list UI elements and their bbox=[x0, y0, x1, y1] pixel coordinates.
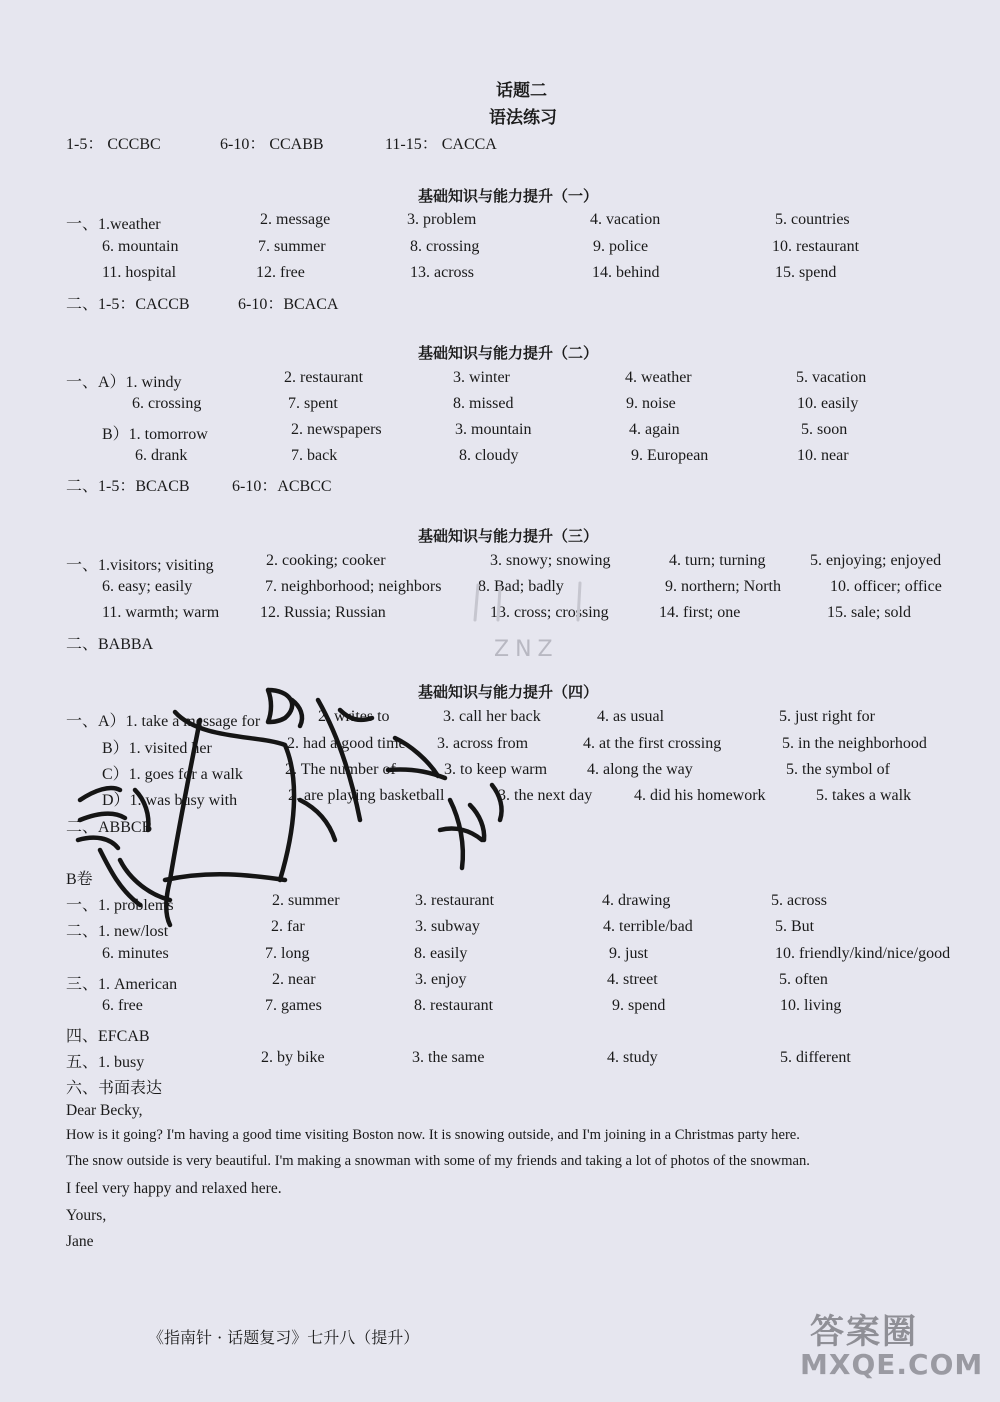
answer-item: 2. near bbox=[272, 971, 316, 988]
answer-item: 4. at the first crossing bbox=[583, 735, 722, 752]
answer-item: 2. cooking; cooker bbox=[266, 552, 386, 569]
section3-title: 基础知识与能力提升（三） bbox=[418, 527, 599, 545]
answer-item: 5. soon bbox=[801, 421, 848, 438]
answer-item: 二、1. new/lost bbox=[66, 923, 169, 940]
answer-item: 2. had a good time bbox=[287, 735, 406, 752]
answer-item: 六、书面表达 bbox=[66, 1080, 163, 1097]
watermark-logo: 答案圈 bbox=[810, 1312, 918, 1352]
answer-item: 3. restaurant bbox=[415, 892, 495, 909]
answer-item: 5. takes a walk bbox=[816, 787, 912, 804]
answer-item: 13. across bbox=[410, 264, 474, 281]
answer-item: 5. countries bbox=[775, 211, 850, 228]
answer-item: 3. winter bbox=[453, 369, 510, 386]
sectionB-part4 bbox=[0, 1023, 1000, 1043]
answer-item: 2. writes to bbox=[318, 708, 390, 725]
section2-row-4 bbox=[0, 447, 1000, 467]
answer-item: 9. police bbox=[593, 238, 649, 255]
sectionB-part6 bbox=[0, 1075, 1000, 1095]
answer-item: 2. summer bbox=[272, 892, 340, 909]
answer-item: 10. near bbox=[797, 447, 849, 464]
section1-title: 基础知识与能力提升（一） bbox=[418, 187, 599, 205]
answer-item: 6-10：BCACA bbox=[238, 296, 339, 313]
answer-item: 10. friendly/kind/nice/good bbox=[775, 945, 951, 962]
grammar-answers-1-5: 1-5： CCCBC bbox=[66, 136, 161, 153]
answer-item: 4. terrible/bad bbox=[603, 918, 693, 935]
answer-item: 7. summer bbox=[258, 238, 326, 255]
answer-item: 5. just right for bbox=[779, 708, 875, 725]
sectionB-row-4 bbox=[0, 971, 1000, 991]
answer-item: 一、1. problems bbox=[66, 897, 174, 914]
letter-greeting: Dear Becky, bbox=[66, 1102, 143, 1119]
answer-item: 7. neighborhood; neighbors bbox=[265, 578, 442, 595]
grammar-answers-6-10: 6-10： CCABB bbox=[220, 136, 324, 153]
answer-item: D）1. was busy with bbox=[102, 792, 238, 809]
answer-item: 5. in the neighborhood bbox=[782, 735, 927, 752]
answer-item: 4. drawing bbox=[602, 892, 671, 909]
answer-item: 五、1. busy bbox=[66, 1054, 145, 1071]
answer-item: 12. Russia; Russian bbox=[260, 604, 386, 621]
answer-item: 8. easily bbox=[414, 945, 468, 962]
answer-item: 6-10：ACBCC bbox=[232, 478, 332, 495]
answer-item: 4. street bbox=[607, 971, 658, 988]
answer-item: 6. mountain bbox=[102, 238, 179, 255]
answer-item: 15. sale; sold bbox=[827, 604, 911, 621]
answer-item: 10. officer; office bbox=[830, 578, 942, 595]
topic-title: 话题二 bbox=[496, 81, 547, 101]
section2-row-1 bbox=[0, 369, 1000, 389]
section4-row-3 bbox=[0, 761, 1000, 781]
answer-item: 7. games bbox=[265, 997, 322, 1014]
answer-item: 3. to keep warm bbox=[444, 761, 548, 778]
answer-item: 4. vacation bbox=[590, 211, 661, 228]
sectionB-row-1 bbox=[0, 892, 1000, 912]
answer-item: 7. back bbox=[291, 447, 338, 464]
section4-row-4 bbox=[0, 787, 1000, 807]
answer-item: 4. study bbox=[607, 1049, 658, 1066]
answer-item: 4. along the way bbox=[587, 761, 693, 778]
answer-item: 6. easy; easily bbox=[102, 578, 193, 595]
section2-row-3 bbox=[0, 421, 1000, 441]
sectionB-row-3 bbox=[0, 945, 1000, 965]
answer-item: 12. free bbox=[256, 264, 305, 281]
answer-item: 14. first; one bbox=[659, 604, 741, 621]
answer-item: 9. spend bbox=[612, 997, 666, 1014]
answer-item: 3. problem bbox=[407, 211, 477, 228]
answer-item: C）1. goes for a walk bbox=[102, 766, 243, 783]
section2-part2 bbox=[0, 473, 1000, 493]
answer-item: 5. the symbol of bbox=[786, 761, 890, 778]
section4-row-1 bbox=[0, 708, 1000, 728]
answer-item: 9. northern; North bbox=[665, 578, 781, 595]
watermark bbox=[800, 1304, 990, 1394]
section2-title: 基础知识与能力提升（二） bbox=[418, 344, 599, 362]
section1-row-3 bbox=[0, 264, 1000, 284]
answer-item: 2. The number of bbox=[285, 761, 396, 778]
sectionB-row-2 bbox=[0, 918, 1000, 938]
answer-item: 6. free bbox=[102, 997, 143, 1014]
answer-item: 10. restaurant bbox=[772, 238, 860, 255]
answer-item: 10. easily bbox=[797, 395, 859, 412]
answer-item: 4. weather bbox=[625, 369, 692, 386]
answer-item: 4. did his homework bbox=[634, 787, 766, 804]
letter-closing: Yours, bbox=[66, 1207, 107, 1224]
watermark-url: MXQE.COM bbox=[800, 1348, 984, 1381]
answer-item: 8. cloudy bbox=[459, 447, 519, 464]
answer-item: 15. spend bbox=[775, 264, 837, 281]
answer-item: 三、1. American bbox=[66, 976, 178, 993]
answer-item: B）1. visited her bbox=[102, 740, 212, 757]
section1-part2 bbox=[0, 291, 1000, 311]
answer-item: 2. by bike bbox=[261, 1049, 325, 1066]
answer-item: 8. missed bbox=[453, 395, 514, 412]
answer-item: 4. turn; turning bbox=[669, 552, 766, 569]
answer-item: 2. restaurant bbox=[284, 369, 364, 386]
letter-line-3: I feel very happy and relaxed here. bbox=[66, 1180, 282, 1197]
section3-row-1 bbox=[0, 552, 1000, 572]
answer-item: 6. crossing bbox=[132, 395, 202, 412]
answer-item: 二、1-5：BCACB bbox=[66, 478, 190, 495]
faint-stamp bbox=[462, 575, 612, 670]
answer-item: 9. European bbox=[631, 447, 709, 464]
answer-item: 14. behind bbox=[592, 264, 660, 281]
answer-item: 2. newspapers bbox=[291, 421, 382, 438]
answer-item: 3. the next day bbox=[498, 787, 593, 804]
letter-signature: Jane bbox=[66, 1233, 94, 1250]
answer-item: 3. enjoy bbox=[415, 971, 467, 988]
sectionB-title: B卷 bbox=[66, 871, 93, 888]
answer-item: B）1. tomorrow bbox=[102, 426, 208, 443]
answer-item: 2. far bbox=[271, 918, 305, 935]
answer-item: 5. enjoying; enjoyed bbox=[810, 552, 942, 569]
answer-item: 3. mountain bbox=[455, 421, 532, 438]
answer-item: 一、A）1. take a message for bbox=[66, 713, 261, 730]
answer-item: 一、1.weather bbox=[66, 216, 161, 233]
section4-part2 bbox=[0, 814, 1000, 834]
answer-item: 3. snowy; snowing bbox=[490, 552, 611, 569]
grammar-answers-11-15: 11-15： CACCA bbox=[385, 136, 497, 153]
answer-item: 5. often bbox=[779, 971, 828, 988]
letter-line-1: How is it going? I'm having a good time visiting Boston now. It is snowing outside, and I'm joining in a Christmas party here. bbox=[66, 1127, 800, 1143]
answer-item: 8. restaurant bbox=[414, 997, 494, 1014]
answer-item: 3. across from bbox=[437, 735, 529, 752]
answer-item: 13. cross; crossing bbox=[490, 604, 609, 621]
answer-item: 一、1.visitors; visiting bbox=[66, 557, 214, 574]
section4-row-2 bbox=[0, 735, 1000, 755]
sectionB-row-5 bbox=[0, 997, 1000, 1017]
answer-item: 8. Bad; badly bbox=[478, 578, 564, 595]
book-footer: 《指南针 · 话题复习》七升八（提升） bbox=[148, 1328, 420, 1347]
answer-item: 5. different bbox=[780, 1049, 851, 1066]
answer-item: 6. drank bbox=[135, 447, 188, 464]
answer-item: 11. warmth; warm bbox=[102, 604, 220, 621]
answer-item: 二、BABBA bbox=[66, 636, 154, 653]
section1-row-1 bbox=[0, 211, 1000, 231]
answer-item: 5. across bbox=[771, 892, 827, 909]
letter-line-2: The snow outside is very beautiful. I'm making a snowman with some of my friends and taking a lot of photos of the snowman. bbox=[66, 1153, 810, 1169]
answer-item: 四、EFCAB bbox=[66, 1028, 150, 1045]
grammar-answer-row bbox=[0, 131, 1000, 151]
answer-item: 9. just bbox=[609, 945, 649, 962]
section2-row-2 bbox=[0, 395, 1000, 415]
section4-title: 基础知识与能力提升（四） bbox=[418, 683, 599, 701]
answer-item: 7. spent bbox=[288, 395, 338, 412]
section1-row-2 bbox=[0, 238, 1000, 258]
grammar-practice-title: 语法练习 bbox=[489, 108, 557, 128]
answer-item: 3. the same bbox=[412, 1049, 485, 1066]
answer-item: 2. message bbox=[260, 211, 331, 228]
answer-item: 4. as usual bbox=[597, 708, 665, 725]
answer-item: 5. vacation bbox=[796, 369, 867, 386]
answer-item: 6. minutes bbox=[102, 945, 169, 962]
answer-item: 二、ABBCB bbox=[66, 819, 153, 836]
answer-item: 9. noise bbox=[626, 395, 676, 412]
answer-item: 5. But bbox=[775, 918, 815, 935]
sectionB-part5 bbox=[0, 1049, 1000, 1069]
answer-item: 二、1-5：CACCB bbox=[66, 296, 190, 313]
stamp-text: ZNZ bbox=[494, 637, 559, 662]
answer-item: 7. long bbox=[265, 945, 310, 962]
answer-item: 10. living bbox=[780, 997, 842, 1014]
answer-item: 11. hospital bbox=[102, 264, 177, 281]
answer-item: 3. subway bbox=[415, 918, 480, 935]
answer-item: 3. call her back bbox=[443, 708, 541, 725]
answer-item: 4. again bbox=[629, 421, 680, 438]
answer-item: 8. crossing bbox=[410, 238, 480, 255]
answer-item: 2. are playing basketball bbox=[288, 787, 445, 804]
answer-item: 一、A）1. windy bbox=[66, 374, 182, 391]
